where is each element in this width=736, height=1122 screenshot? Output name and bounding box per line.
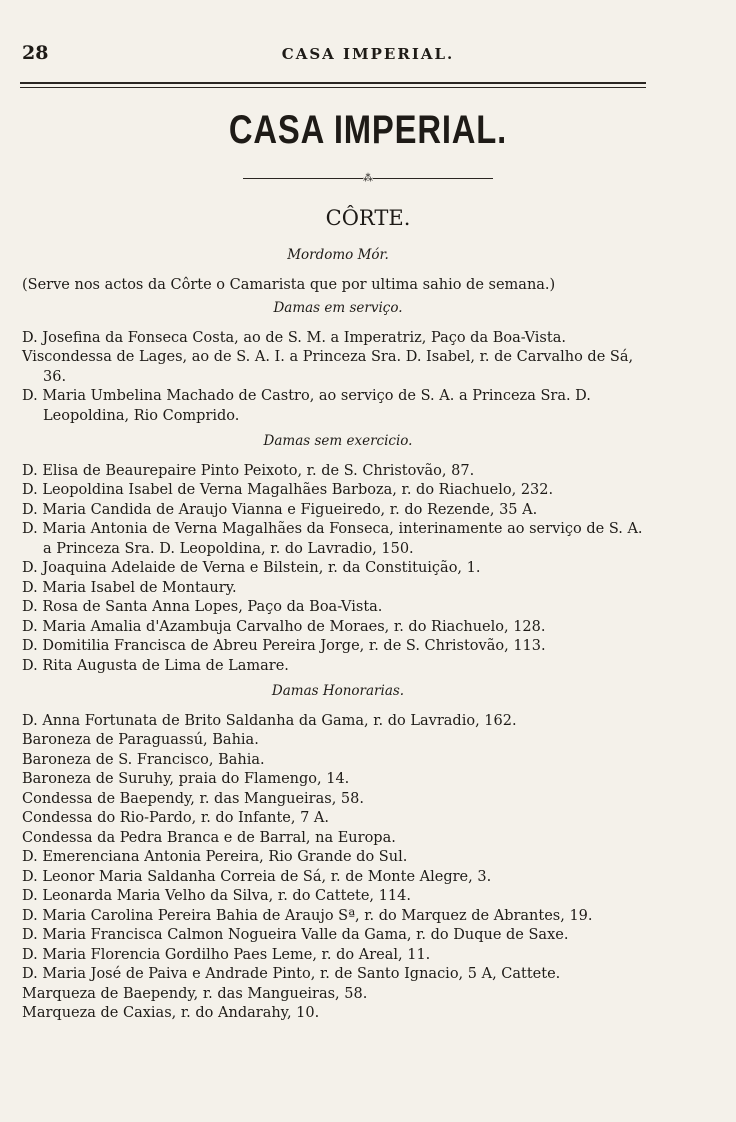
list-item: D. Maria Isabel de Montaury. [22,579,237,596]
list-item: D. Leonarda Maria Velho da Silva, r. do Cattete, 114. [22,888,411,904]
list-item: D. Maria Antonia de Verna Magalhães da Fonseca, interinamente ao serviço de S. A. a Princeza Sra. D. Leopoldina, r. do Lavradio, 150. [22,521,643,557]
list-item: D. Anna Fortunata de Brito Saldanha da Gama, r. do Lavradio, 162. [22,712,517,729]
list-item: Condessa da Pedra Branca e de Barral, na Europa. [22,829,396,846]
list-item: D. Elisa de Beaurepaire Pinto Peixoto, r. de S. Christovão, 87. [22,462,475,479]
list-item: Baroneza de Suruhy, praia do Flamengo, 14. [22,771,350,787]
list-item: D. Maria Francisca Calmon Nogueira Valle da Gama, r. do Duque de Saxe. [22,927,569,943]
list-item: D. Domitilia Francisca de Abreu Pereira Jorge, r. de S. Christovão, 113. [22,638,546,654]
mordomo-heading: Mordomo Mór. [287,247,389,263]
list-item: D. Joaquina Adelaide de Verna e Bilstein, r. da Constituição, 1. [22,560,481,576]
header-rule [20,82,646,84]
list-item: Condessa de Baependy, r. das Mangueiras, 58. [22,790,364,807]
honorarias-heading: Damas Honorarias. [271,683,405,699]
servico-heading: Damas em serviço. [273,300,403,316]
page-title: CASA IMPERIAL. [228,108,508,152]
list-item: D. Maria José de Paiva e Andrade Pinto, r. de Santo Ignacio, 5 A, Cattete. [22,966,561,982]
list-item: D. Maria Umbelina Machado de Castro, ao serviço de S. A. a Princeza Sra. D. Leopoldina, Rio Comprido. [22,388,591,424]
header-rule-thin [20,87,646,88]
running-head [0,42,736,66]
list-item: D. Leopoldina Isabel de Verna Magalhães Barboza, r. do Riachuelo, 232. [22,482,554,498]
sem-exercicio-heading: Damas sem exercicio. [263,433,413,449]
running-title: CASA IMPERIAL. [281,45,455,63]
ornament-divider: ⁂ [0,173,736,184]
list-item: D. Leonor Maria Saldanha Correia de Sá, r. de Monte Alegre, 3. [22,868,492,885]
section-title: CÔRTE. [325,206,411,230]
list-item: D. Maria Florencia Gordilho Paes Leme, r. do Areal, 11. [22,946,431,963]
page-number: 28 [22,42,49,64]
list-item: Condessa do Rio-Pardo, r. do Infante, 7 A. [22,810,330,826]
list-item: Baroneza de Paraguassú, Bahia. [22,732,259,748]
list-item: D. Rita Augusta de Lima de Lamare. [22,657,289,674]
list-item: D. Josefina da Fonseca Costa, ao de S. M. a Imperatriz, Paço da Boa-Vista. [22,329,566,346]
list-item: D. Maria Amalia d'Azambuja Carvalho de Moraes, r. do Riachuelo, 128. [22,618,546,635]
list-item: Viscondessa de Lages, ao de S. A. I. a Princeza Sra. D. Isabel, r. de Carvalho de Sá, 36. [22,349,634,385]
document-body [22,246,654,1024]
list-item: D. Rosa de Santa Anna Lopes, Paço da Boa-Vista. [22,599,383,615]
list-item: D. Emerenciana Antonia Pereira, Rio Grande do Sul. [22,849,408,865]
list-item: Marqueza de Caxias, r. do Andarahy, 10. [22,1005,320,1021]
list-item: Marqueza de Baependy, r. das Mangueiras, 58. [22,985,368,1002]
list-item: Baroneza de S. Francisco, Bahia. [22,751,265,768]
list-item: D. Maria Candida de Araujo Vianna e Figueiredo, r. do Rezende, 35 A. [22,501,538,518]
list-item: D. Maria Carolina Pereira Bahia de Araujo Sª, r. do Marquez de Abrantes, 19. [22,907,593,924]
service-note: (Serve nos actos da Côrte o Camarista que por ultima sahio de semana.) [22,276,556,293]
